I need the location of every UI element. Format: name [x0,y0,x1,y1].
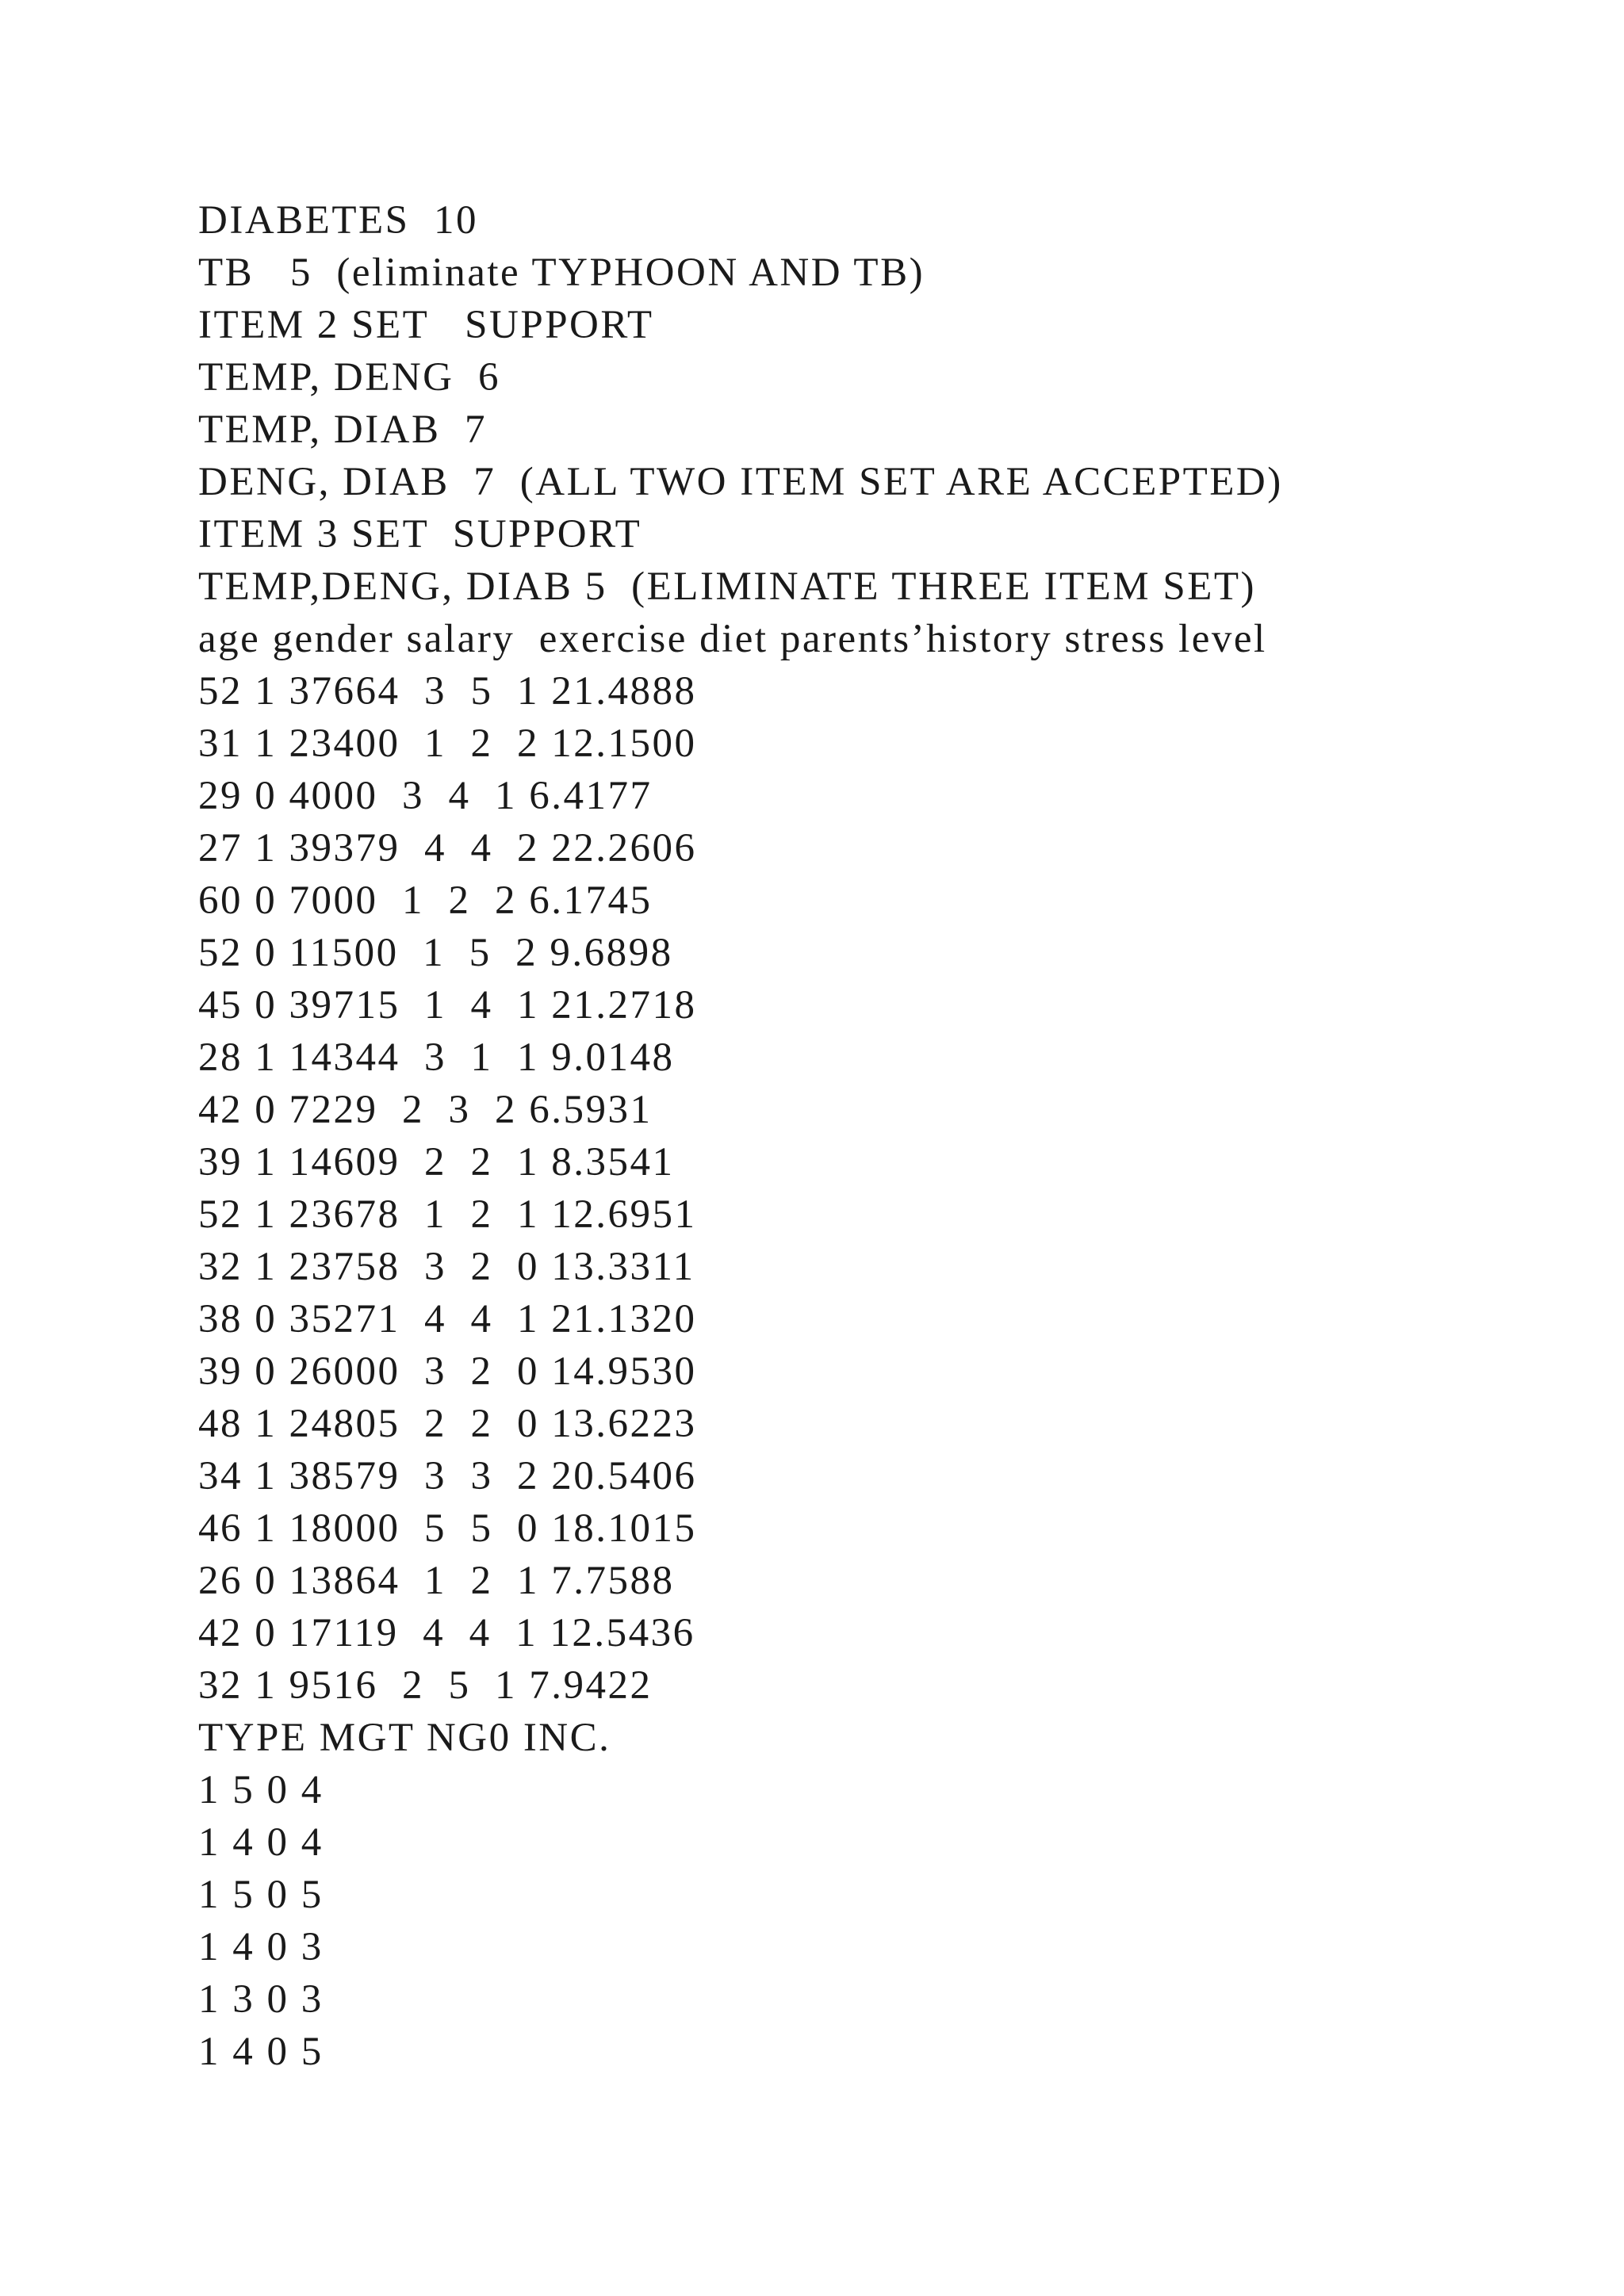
text-line: DENG, DIAB 7 (ALL TWO ITEM SET ARE ACCEPTED) [198,460,1283,504]
table-row: 31 1 23400 1 2 2 12.1500 [198,721,697,766]
table-row: 52 0 11500 1 5 2 9.6898 [198,931,673,975]
table-row: 34 1 38579 3 3 2 20.5406 [198,1454,697,1498]
table-row: 42 0 17119 4 4 1 12.5436 [198,1611,695,1655]
text-line: ITEM 3 SET SUPPORT [198,512,642,557]
table-row: 1 4 0 5 [198,2030,324,2074]
table-row: 52 1 37664 3 5 1 21.4888 [198,669,697,714]
text-line: TEMP, DENG 6 [198,355,501,400]
table-row: 39 1 14609 2 2 1 8.3541 [198,1140,675,1184]
table-row: 1 4 0 4 [198,1820,324,1865]
table-row: 46 1 18000 5 5 0 18.1015 [198,1506,697,1551]
table-row: 26 0 13864 1 2 1 7.7588 [198,1559,675,1603]
table-header-line: age gender salary exercise diet parents’history stress level [198,617,1267,661]
table-row: 1 5 0 5 [198,1873,324,1917]
table-row: 60 0 7000 1 2 2 6.1745 [198,878,653,923]
table-row: 38 0 35271 4 4 1 21.1320 [198,1297,697,1341]
text-line: DIABETES 10 [198,198,478,243]
table-row: 39 0 26000 3 2 0 14.9530 [198,1349,697,1394]
table-row: 1 4 0 3 [198,1925,324,1969]
text-line: TB 5 (eliminate TYPHOON AND TB) [198,251,925,295]
table-row: 32 1 23758 3 2 0 13.3311 [198,1245,695,1289]
table-row: 29 0 4000 3 4 1 6.4177 [198,774,653,818]
table-row: 48 1 24805 2 2 0 13.6223 [198,1402,697,1446]
table-row: 28 1 14344 3 1 1 9.0148 [198,1035,675,1080]
text-line: ITEM 2 SET SUPPORT [198,303,654,347]
text-line: TEMP, DIAB 7 [198,408,488,452]
text-line: TEMP,DENG, DIAB 5 (ELIMINATE THREE ITEM SET) [198,564,1257,609]
table-row: 27 1 39379 4 4 2 22.2606 [198,826,697,871]
table-row: 52 1 23678 1 2 1 12.6951 [198,1192,697,1237]
table-row: 1 3 0 3 [198,1977,324,2022]
table-row: 45 0 39715 1 4 1 21.2718 [198,983,697,1027]
table-row: 42 0 7229 2 3 2 6.5931 [198,1088,653,1132]
table-row: 1 5 0 4 [198,1768,324,1812]
table-header-line: TYPE MGT NG0 INC. [198,1716,611,1760]
table-row: 32 1 9516 2 5 1 7.9422 [198,1663,653,1708]
document-text-block [198,194,1546,2078]
